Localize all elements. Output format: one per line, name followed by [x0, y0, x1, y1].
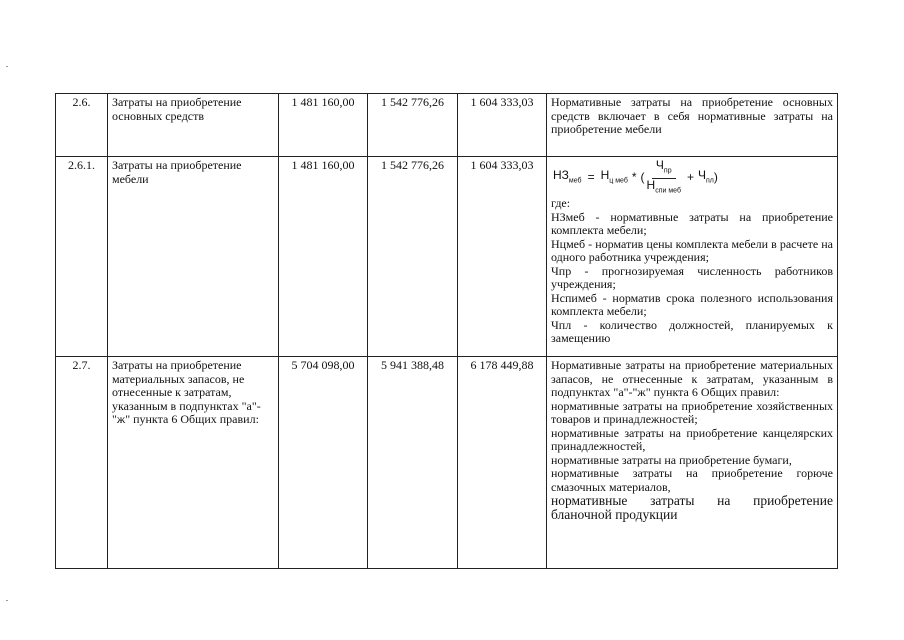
description-line: нормативные затраты на приобретение хозяйственных товаров и принадлежностей;: [551, 398, 833, 426]
scan-speck: [6, 600, 8, 601]
description-line: нормативные затраты на приобретение горюче смазочных материалов,: [551, 466, 833, 494]
description-line: нормативные затраты на приобретение канцелярских принадлежностей,: [551, 425, 833, 453]
value-year-1: 5 704 098,00: [279, 357, 368, 569]
scan-speck: [6, 66, 8, 67]
value-year-2: 5 941 388,48: [368, 357, 458, 569]
value-year-3: 1 604 333,03: [458, 94, 547, 157]
table-row-2-7: [56, 357, 838, 569]
formula-plus: +: [686, 170, 694, 185]
formula-multiply: *: [631, 170, 637, 185]
row-number: 2.6.1.: [56, 157, 108, 357]
value-year-2: 1 542 776,26: [368, 157, 458, 357]
formula-lhs: $НЗ_{меб}$: [553, 167, 582, 184]
definition-item: НЗмеб - нормативные затраты на приобретение комплекта мебели;: [551, 209, 833, 237]
row-description: [547, 94, 838, 157]
value-year-1: 1 481 160,00: [279, 94, 368, 157]
cost-table: [55, 93, 838, 569]
row-title: Затраты на приобретение материальных запасов, не отнесенные к затратам, указанным в подпунктах "а"-"ж" пункта 6 Общих правил:: [108, 357, 279, 569]
definition-item: Чпр - прогнозируемая численность работников учреждения;: [551, 263, 833, 291]
row-title: Затраты на приобретение мебели: [108, 157, 279, 357]
row-number: 2.7.: [56, 357, 108, 569]
value-year-3: 6 178 449,88: [458, 357, 547, 569]
row-title: Затраты на приобретение основных средств: [108, 94, 279, 157]
where-label: где:: [551, 196, 571, 210]
value-year-3: 1 604 333,03: [458, 157, 547, 357]
table-row-2-6: [56, 94, 838, 157]
formula-paren-open: (: [640, 170, 645, 185]
formula: [553, 158, 833, 195]
description-text: Нормативные затраты на приобретение основных средств включает в себя нормативные затраты на приобретение мебели: [551, 95, 833, 136]
definition-item: Чпл - количество должностей, планируемых к замещению: [551, 317, 833, 345]
definition-item: Нспимеб - норматив срока полезного использования комплекта мебели;: [551, 290, 833, 318]
definition-item: Нцмеб - норматив цены комплекта мебели в расчете на одного работника учреждения;: [551, 236, 833, 264]
value-year-1: 1 481 160,00: [279, 157, 368, 357]
description-line: нормативные затраты на приобретение бланочной продукции: [551, 493, 833, 522]
formula-price: $Н_{ц меб}$: [600, 167, 628, 184]
formula-planned: $Ч_{пл}$: [698, 167, 714, 184]
description-line: Нормативные затраты на приобретение материальных запасов, не отнесенные к затратам, указанным в подпунктах "а"-"ж" пункта 6 Общих правил:: [551, 358, 833, 399]
formula-numerator: $Ч_{пр}$: [652, 159, 676, 178]
table-row-2-6-1: [56, 157, 838, 357]
row-number: 2.6.: [56, 94, 108, 157]
value-year-2: 1 542 776,26: [368, 94, 458, 157]
row-description: [547, 357, 838, 569]
formula-equals: =: [587, 170, 595, 185]
row-description: [547, 157, 838, 357]
description-line: нормативные затраты на приобретение бумаги,: [551, 452, 792, 467]
formula-denominator: $Н_{спи меб}$: [646, 177, 681, 194]
formula-paren-close: ): [713, 170, 718, 185]
formula-fraction: [647, 159, 681, 197]
